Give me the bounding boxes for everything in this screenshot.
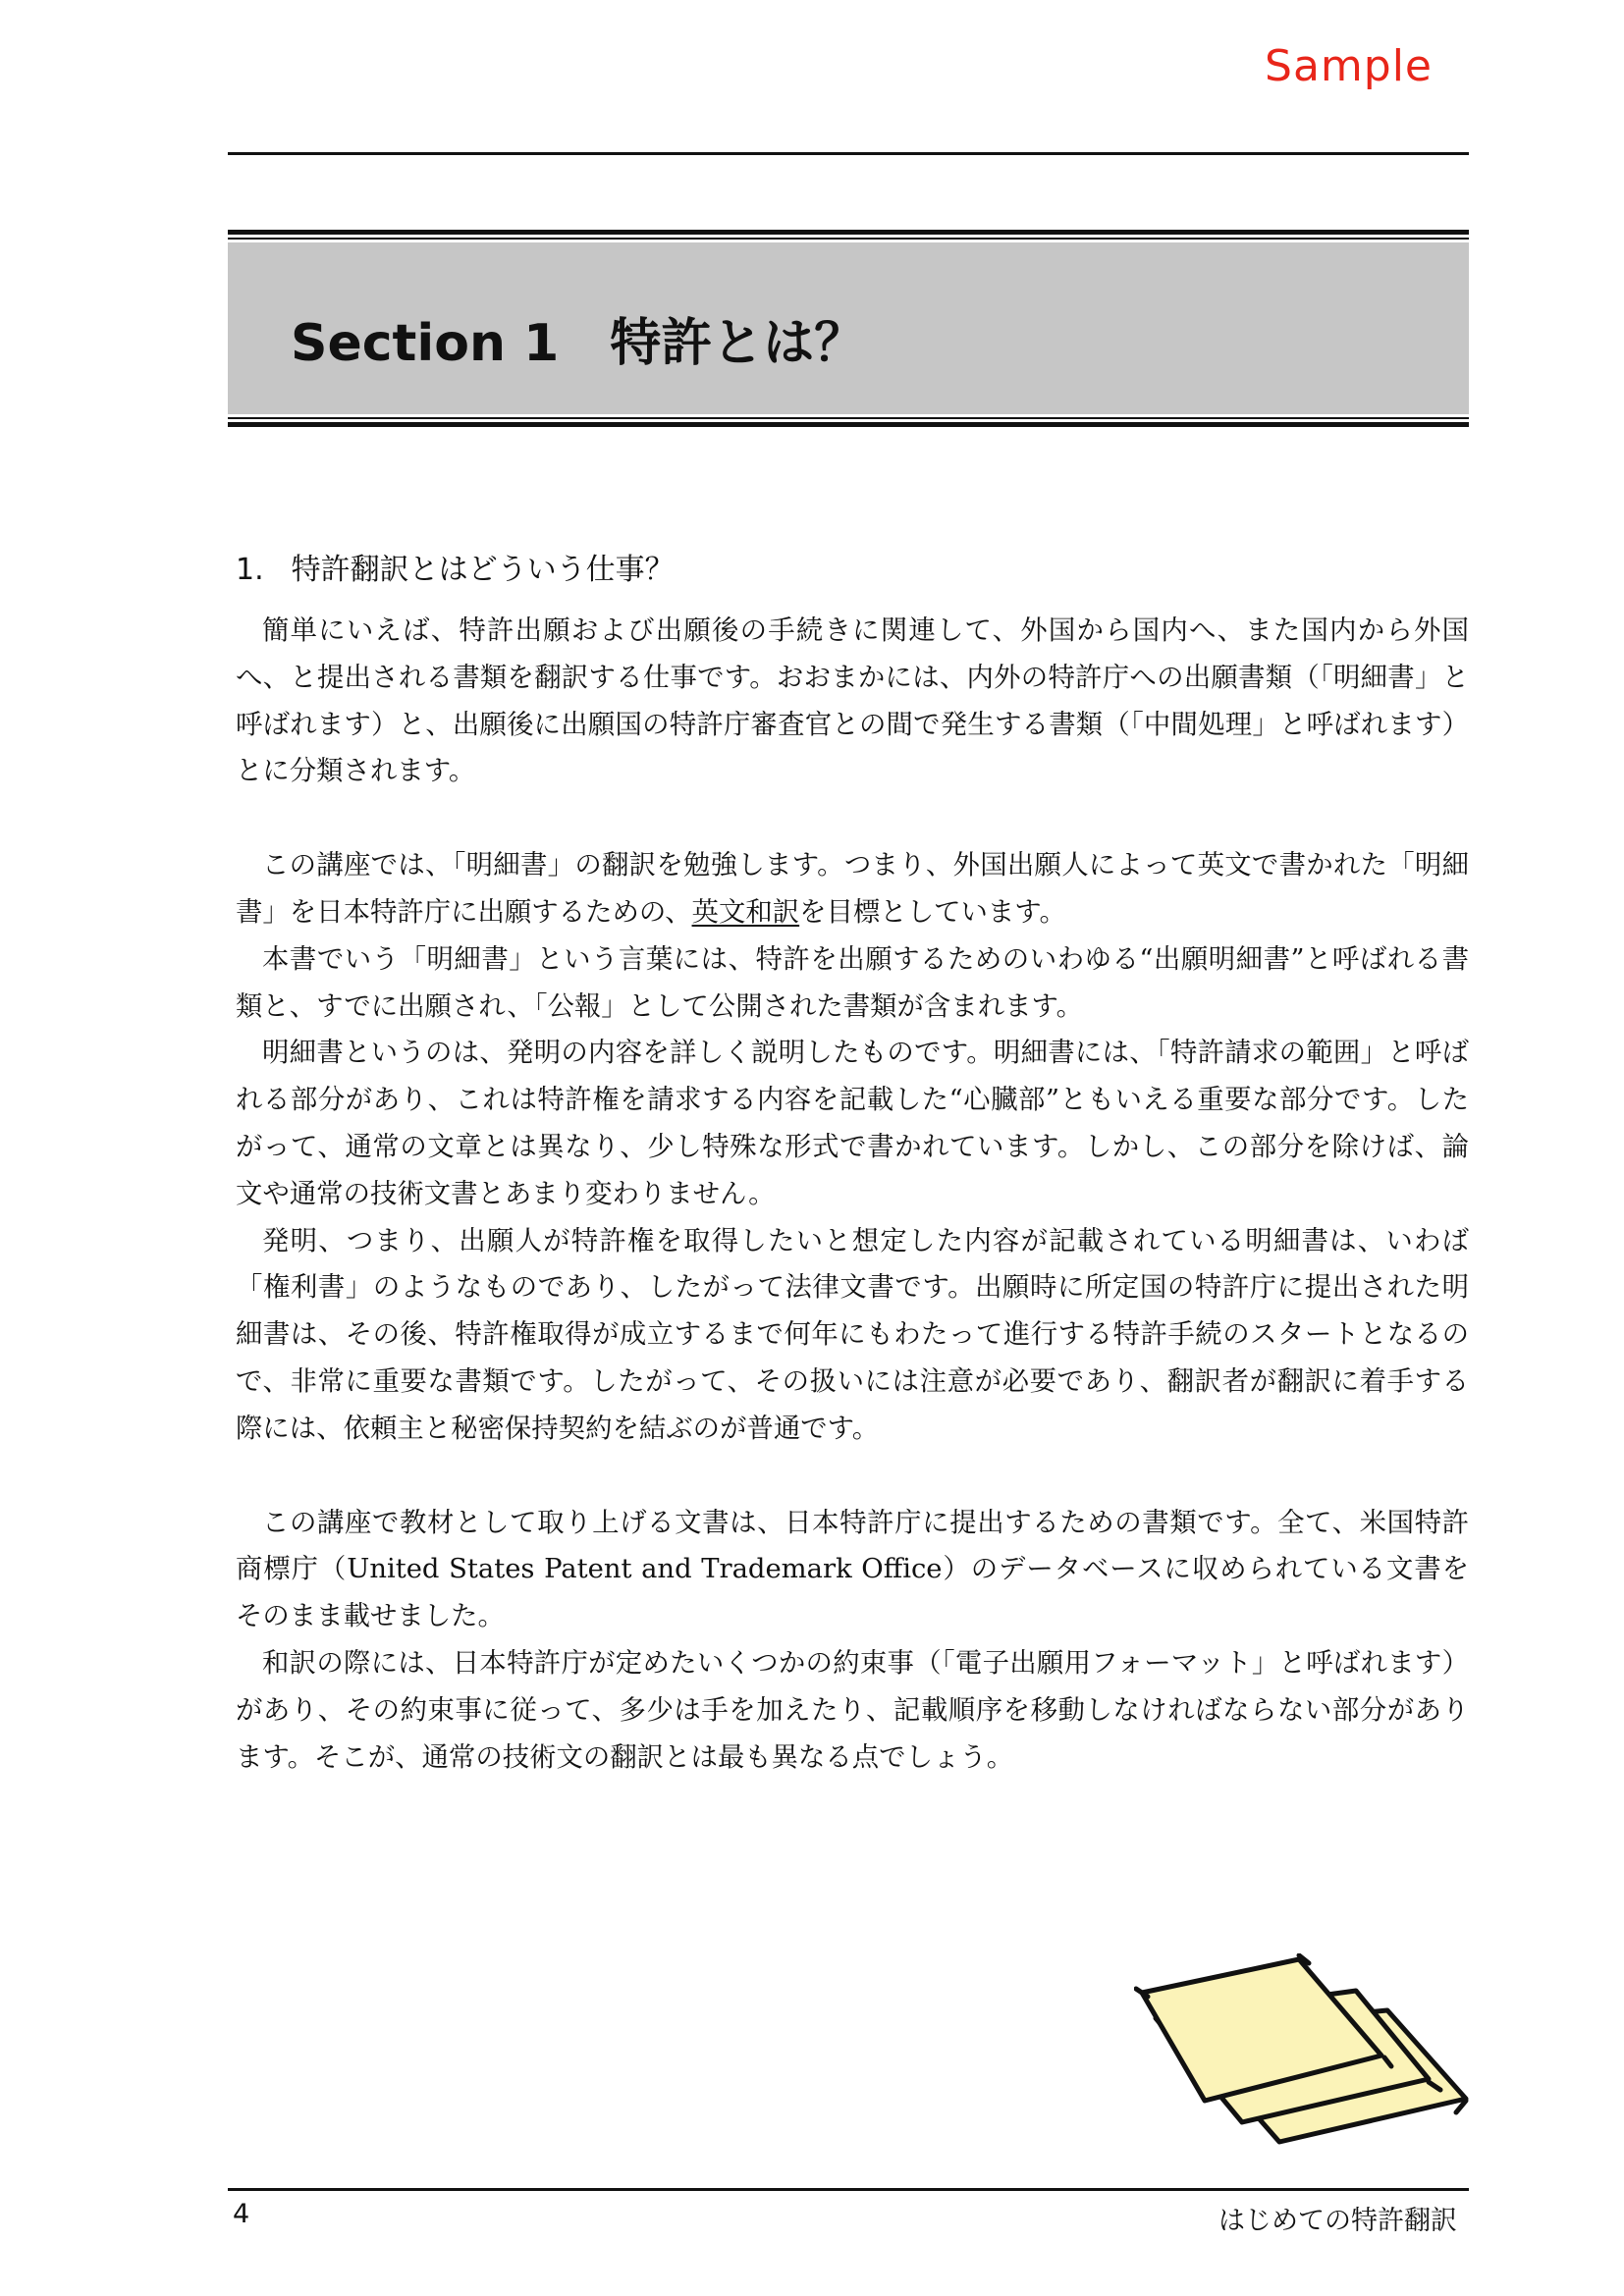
paragraph-2-text-start: この講座では、「明細書」の翻訳を勉強します。つまり、外国出願人によって英文で書かれた「明細書」を日本特許庁に出願するための、 <box>236 850 1469 928</box>
banner-bottom-rule-thin <box>228 417 1469 419</box>
paragraph-5: 発明、つまり、出願人が特許権を取得したいと想定した内容が記載されている明細書は、いわば「権利書」のようなものであり、したがって法律文書です。出願時に所定国の特許庁に提出された明細書は、その後、特許権取得が成立するまで何年にもわたって進行する特許手続のスタートとなるので、非常に重要な書類です。したがって、その扱いには注意が必要であり、翻訳者が翻訳に着手する際には、依頼主と秘密保持契約を結ぶのが普通です。 <box>236 1225 1469 1444</box>
paper-stack-icon <box>1134 1953 1473 2155</box>
section-title: Section 1 特許とは？ <box>291 314 866 373</box>
paragraph-7: 和訳の際には、日本特許庁が定めたいくつかの約束事（「電子出願用フォーマット」と呼ばれます）があり、その約束事に従って、多少は手を加えたり、記載順序を移動しなければならない部分があります。そこが、通常の技術文の翻訳とは最も異なる点でしょう。 <box>236 1647 1469 1773</box>
book-title: はじめての特許翻訳 <box>1218 2206 1457 2236</box>
paragraph-6: この講座で教材として取り上げる文書は、日本特許庁に提出するための書類です。全て、米国特許商標庁（United States Patent and Trademark Office）のデータベースに収められている文書をそのまま載せました。 <box>236 1507 1469 1632</box>
paragraph-4: 明細書というのは、発明の内容を詳しく説明したものです。明細書には、「特許請求の範囲」と呼ばれる部分があり、これは特許権を請求する内容を記載した“心臓部”ともいえる重要な部分です。したがって、通常の文章とは異なり、少し特殊な形式で書かれています。しかし、この部分を除けば、論文や通常の技術文書とあまり変わりません。 <box>236 1038 1469 1209</box>
paragraph-2 <box>236 842 1469 936</box>
footer-rule <box>228 2188 1469 2191</box>
subsection-title: 特許翻訳とはどういう仕事？ <box>291 553 675 587</box>
section-banner <box>228 230 1469 430</box>
banner-top-rule-thin <box>228 238 1469 240</box>
sample-watermark: Sample <box>1265 41 1433 91</box>
paragraph-gap <box>236 1453 1469 1500</box>
subsection-number: 1. <box>236 553 264 587</box>
header-rule <box>228 152 1469 155</box>
paragraph-1: 簡単にいえば、特許出願および出願後の手続きに関連して、外国から国内へ、また国内から外国へ、と提出される書類を翻訳する仕事です。おおまかには、内外の特許庁への出願書類（「明細書」と呼ばれます）と、出願後に出願国の特許庁審査官との間で発生する書類（「中間処理」と呼ばれます）とに分類されます。 <box>236 615 1469 787</box>
main-content <box>236 545 1469 1781</box>
underlined-term: 英文和訳 <box>691 896 800 928</box>
subsection-heading <box>236 545 1469 596</box>
paragraph-gap <box>236 795 1469 842</box>
paragraph-2-text-end: を目標としています。 <box>799 896 1066 928</box>
banner-top-rule <box>228 230 1469 235</box>
paragraph-3: 本書でいう「明細書」という言葉には、特許を出願するためのいわゆる“出願明細書”と呼ばれる書類と、すでに出願され、「公報」として公開された書類が含まれます。 <box>236 943 1469 1022</box>
banner-bottom-rule <box>228 422 1469 427</box>
page-number: 4 <box>233 2199 250 2229</box>
